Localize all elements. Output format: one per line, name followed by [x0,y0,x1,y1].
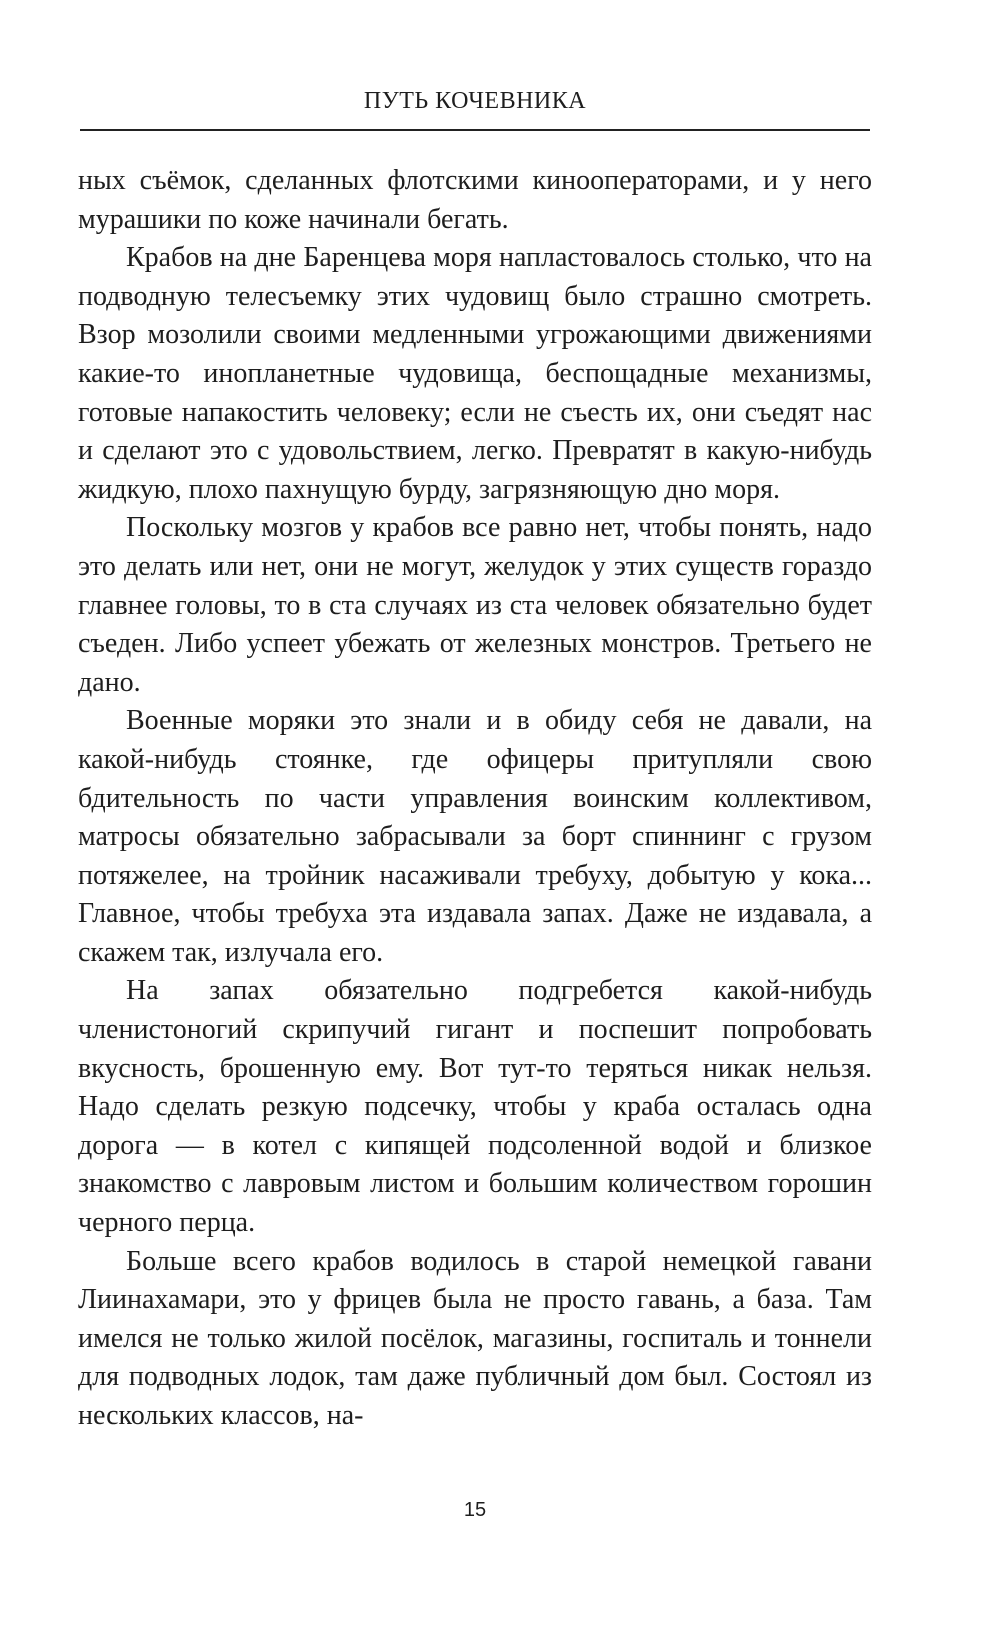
running-header: ПУТЬ КОЧЕВНИКА [363,88,587,114]
paragraph: На запах обязательно подгребется какой-нибудь членистоногий скрипучий гигант и поспешит попробовать вкусность, брошенную ему. Вот тут-то теряться никак нельзя. Надо сделать резкую подсечку, чтобы у краба осталась одна дорога — в котел с кипящей подсоленной водой и близкое знакомство с лавровым листом и большим количеством горошин черного перца. [78,975,872,1239]
paragraph: Военные моряки это знали и в обиду себя не давали, на какой-нибудь стоянке, где офицеры притупляли свою бдительность по части управления воинским коллективом, матросы обязательно забрасывали за борт спиннинг с грузом потяжелее, на тройник насаживали требуху, добытую у кока... Главное, чтобы требуха эта издавала запах. Даже не издавала, а скажем так, излучала его. [78,705,872,968]
body-text [78,162,872,1436]
paragraph: ных съёмок, сделанных флотскими кинооператорами, и у него мурашики по коже начинали бегать. [78,165,872,235]
page-number: 15 [463,1499,487,1521]
paragraph: Больше всего крабов водилось в старой немецкой гавани Лиинахамари, это у фрицев была не просто гавань, а база. Там имелся не только жилой посёлок, магазины, госпиталь и тоннели для подводных лодок, там даже публичный дом был. Состоял из нескольких классов, на- [78,1245,872,1431]
paragraph: Поскольку мозгов у крабов все равно нет, чтобы понять, надо это делать или нет, они не могут, желудок у этих существ гораздо главнее головы, то в ста случаях из ста человек обязательно будет съеден. Либо успеет убежать от железных монстров. Третьего не дано. [78,512,872,698]
paragraph: Крабов на дне Баренцева моря напластовалось столько, что на подводную телесъемку этих чудовищ было страшно смотреть. Взор мозолили своими медленными угрожающими движениями какие-то инопланетные чудовища, беспощадные механизмы, готовые напакостить человеку; если не съесть их, они съедят нас и сделают это с удовольствием, легко. Превратят в какую-нибудь жидкую, плохо пахнущую бурду, загрязняющую дно моря. [78,242,872,505]
header-rule [80,129,870,131]
